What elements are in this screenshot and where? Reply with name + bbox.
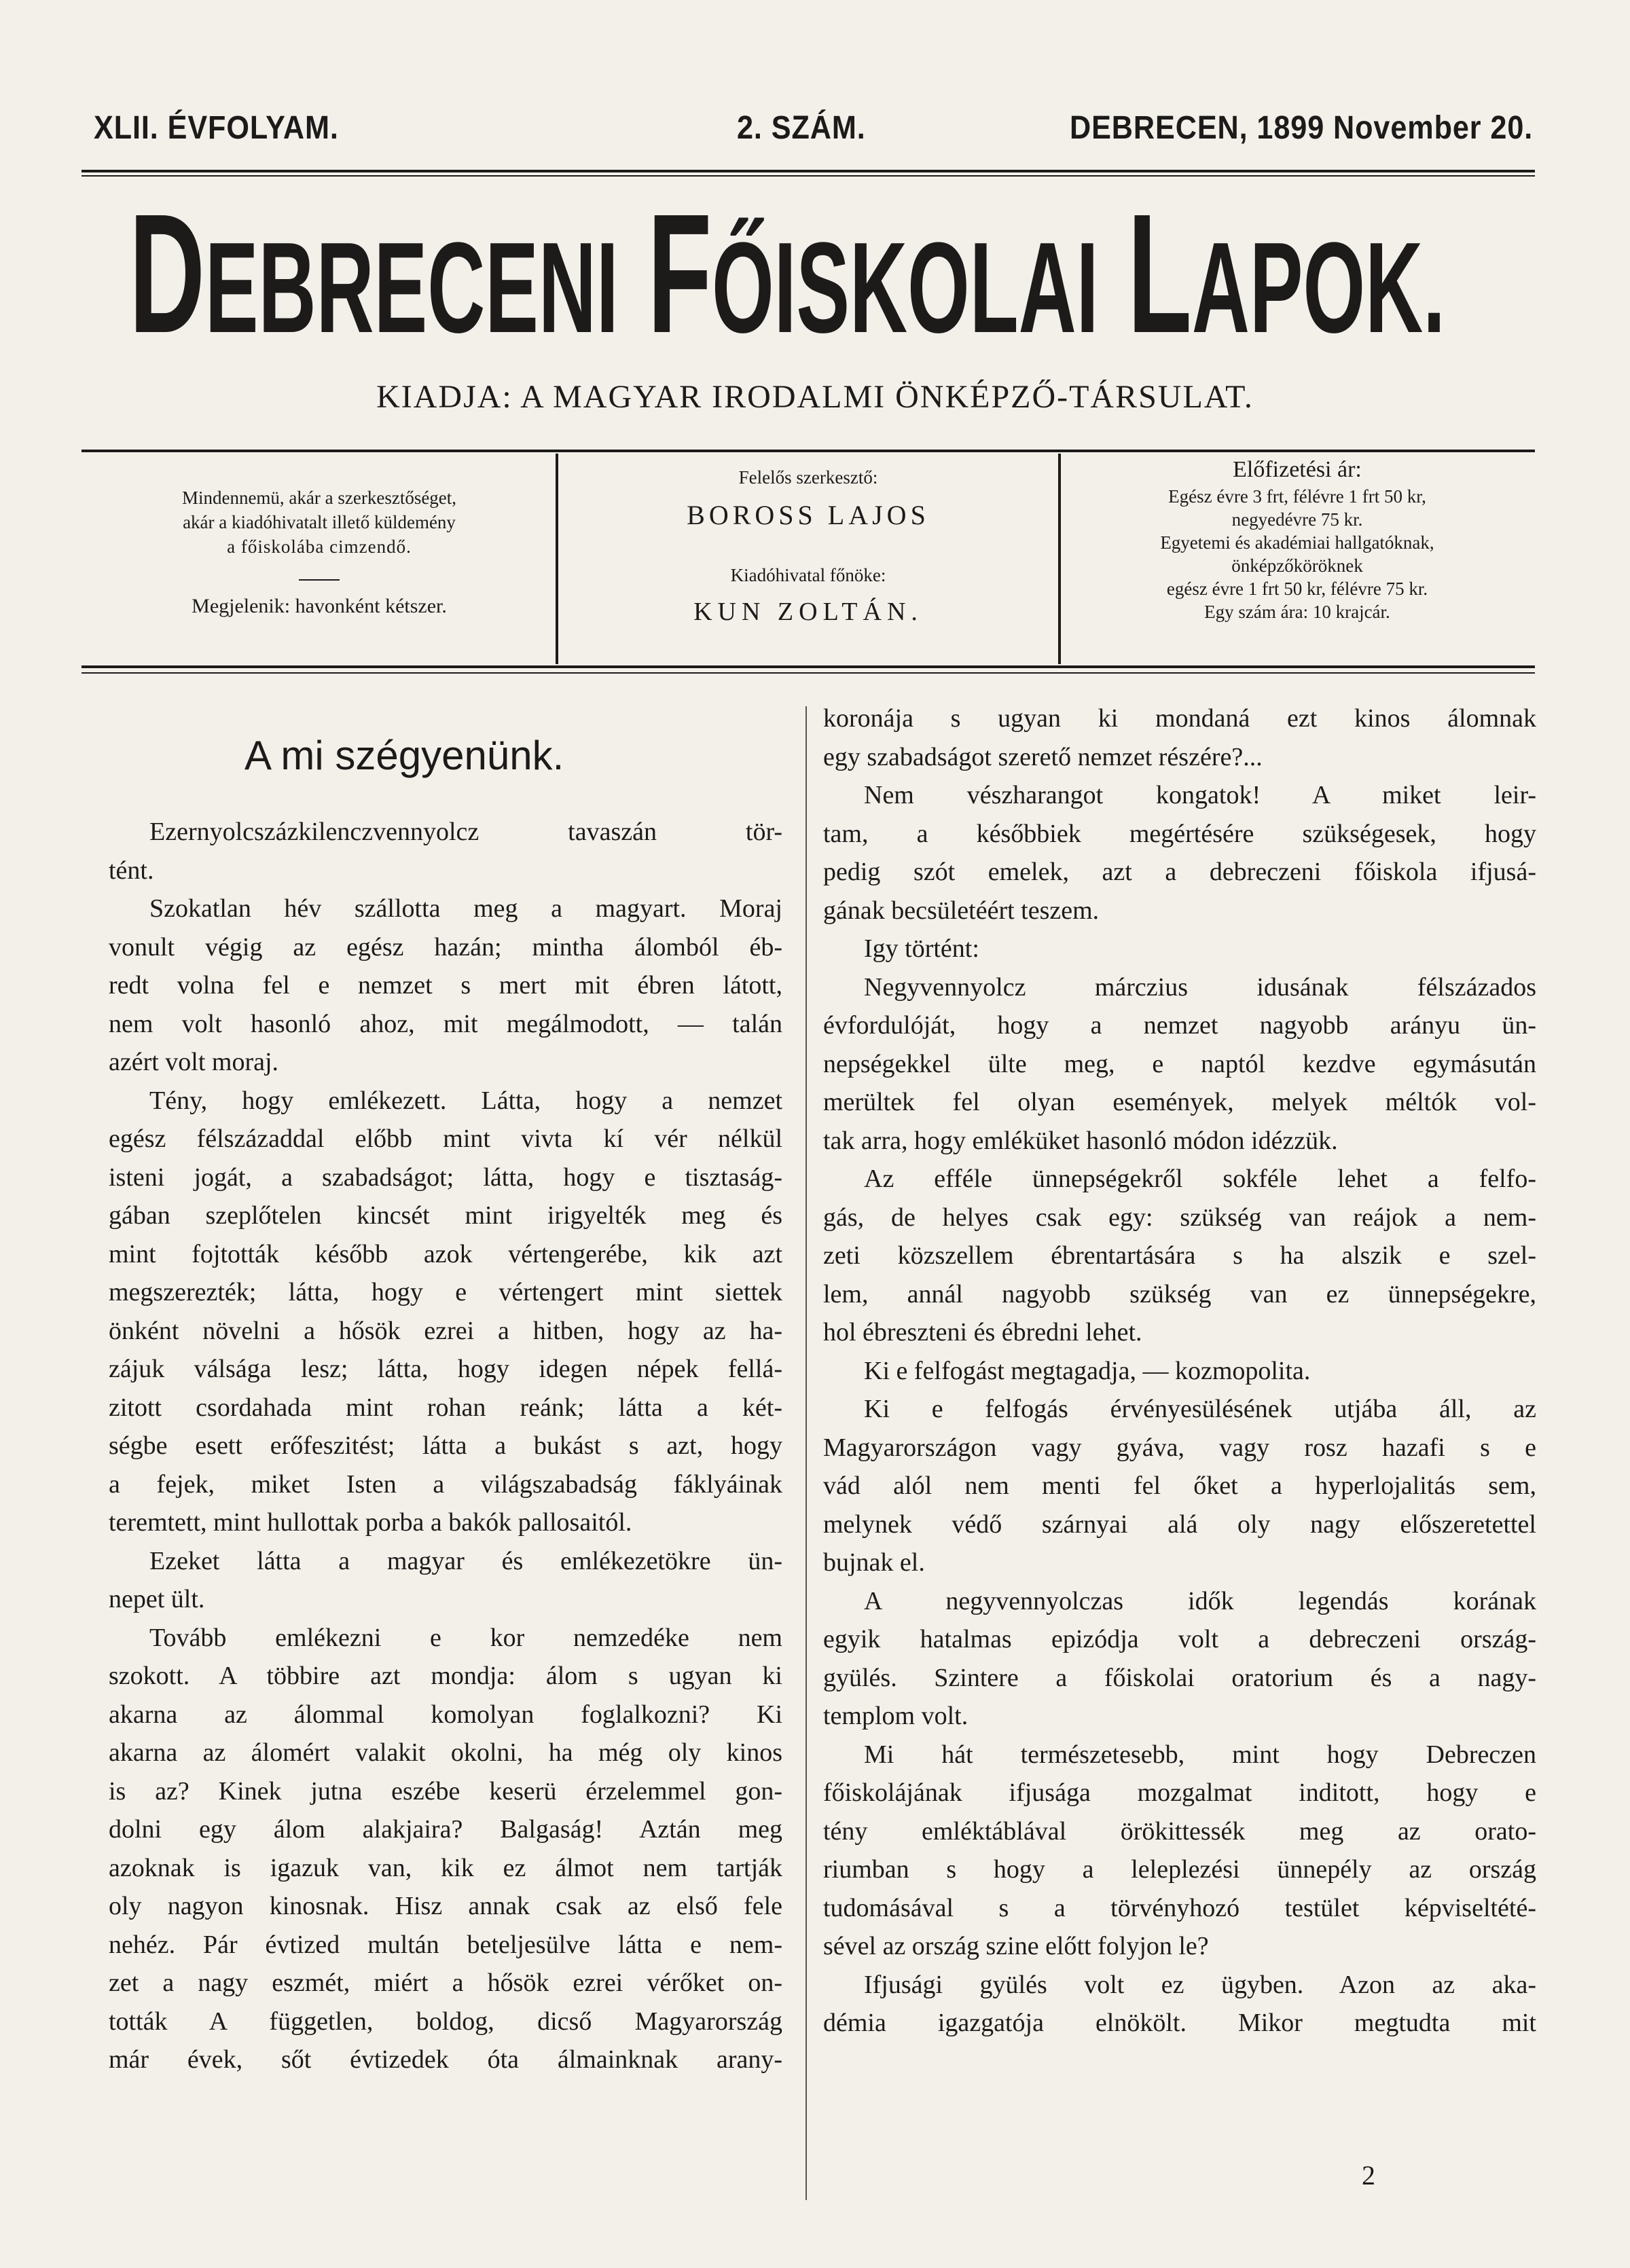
text-line: gás, de helyes csak egy: szükség van reájok a nem- <box>823 1203 1536 1232</box>
masthead-w2-first: F <box>647 179 712 368</box>
place-date: DEBRECEN, 1899 November 20. <box>1070 110 1534 146</box>
masthead <box>102 179 1521 368</box>
text-line: Negyvennyolcz márczius idusának félszázados <box>864 972 1536 1002</box>
text-line: pedig szót emelek, azt a debreczeni főiskola ifjusá- <box>823 858 1536 886</box>
article-right-column <box>823 699 1536 2043</box>
text-line: hol ébreszteni és ébredni lehet. <box>823 1318 1142 1347</box>
masthead-w3-rest: APOK. <box>1191 216 1445 360</box>
column-divider <box>805 706 807 2200</box>
text-line: Ezeket látta a magyar és emlékezetökre ün- <box>149 1546 782 1575</box>
text-line: templom volt. <box>823 1702 968 1730</box>
text-line: egész félszázaddal előbb mint vivta kí vér nélkül <box>109 1124 782 1153</box>
text-line: főiskolájának ifjusága mozgalmat inditott, hogy e <box>823 1778 1536 1807</box>
text-line: akarna az álommal komolyan foglalkozni? Ki <box>109 1700 782 1729</box>
text-line: már évek, sőt évtizedek óta álmainknak arany- <box>109 2045 782 2074</box>
text-line: démia igazgatója elnökölt. Mikor megtudta mit <box>823 2009 1536 2037</box>
text-line: Ki e felfogás érvényesülésének utjába áll, az <box>864 1395 1536 1423</box>
text-line: mint fojtották később azok vértengerébe, kik azt <box>109 1239 782 1268</box>
text-line: tént. <box>109 856 154 885</box>
masthead-w2-rest: ŐISKOLAI <box>712 216 1099 360</box>
text-line: azért volt moraj. <box>109 1048 279 1076</box>
text-line: egy szabadságot szerető nemzet részére?... <box>823 742 1263 771</box>
infobox-left-line3: a főiskolába cimzendő. <box>227 536 412 557</box>
volume-label: XLII. ÉVFOLYAM. <box>94 110 339 146</box>
text-line: Tovább emlékezni e kor nemzedéke nem <box>149 1623 782 1652</box>
text-line: oly nagyon kinosnak. Hisz annak csak az első fele <box>109 1892 782 1920</box>
text-line: Ki e felfogást megtagadja, — kozmopolita. <box>864 1356 1311 1385</box>
infobox-top-rule <box>82 450 1535 452</box>
infobox-left-line1: Mindennemü, akár a szerkesztőséget, <box>181 488 457 508</box>
text-line: zájuk válsága lesz; látta, hogy idegen népek fellá- <box>109 1355 782 1383</box>
text-line: Az efféle ünnepségekről sokféle lehet a felfo- <box>864 1165 1536 1193</box>
text-line: önként növelni a hősök ezrei a hitben, hogy az ha- <box>109 1316 782 1345</box>
subscription-title: Előfizetési ár: <box>1233 457 1362 482</box>
infobox-center <box>564 465 1053 631</box>
masthead-w3-first: L <box>1127 179 1192 368</box>
text-line: isteni jogát, a szabadságot; látta, hogy e tisztaság- <box>109 1163 782 1192</box>
office-label: Kiadóhivatal főnöke: <box>730 565 886 585</box>
publisher-subtitle: KIADJA: A MAGYAR IRODALMI ÖNKÉPZŐ-TÁRSULAT. <box>376 379 1254 415</box>
text-line: Igy történt: <box>864 934 979 963</box>
text-line: is az? Kinek jutna eszébe keserü érzelemmel gon- <box>109 1776 782 1806</box>
text-line: tak arra, hogy emléküket hasonló módon idézzük. <box>823 1126 1338 1155</box>
text-line: melynek védő szárnyai alá oly nagy előszeretettel <box>823 1510 1536 1539</box>
infobox-left <box>95 486 543 619</box>
text-line: nepet ült. <box>109 1585 205 1613</box>
subscription-line4: Egyetemi és akadémiai hallgatóknak, <box>1160 532 1434 553</box>
text-line: Magyarországon vagy gyáva, vagy rosz hazafi s e <box>823 1433 1536 1462</box>
text-line: vonult végig az egész hazán; mintha álomból éb- <box>109 932 782 962</box>
text-line: gyülés. Szintere a főiskolai oratorium és a nagy- <box>823 1663 1536 1692</box>
text-line: vád alól nem menti fel őket a hyperlojalitás sem, <box>823 1471 1536 1500</box>
infobox-bottom-rule-thin <box>82 672 1535 674</box>
text-line: Tény, hogy emlékezett. Látta, hogy a nemzet <box>149 1086 782 1115</box>
text-line: szokott. A többire azt mondja: álom s ugyan ki <box>109 1662 782 1690</box>
infobox-bottom-rule <box>82 665 1535 668</box>
text-line: nepségekkel ülte meg, e naptól kezdve egymásután <box>823 1049 1536 1078</box>
text-line: zet a nagy eszmét, miért a hősök ezrei vérőket on- <box>109 1969 782 1997</box>
masthead-w1-rest: EBRECENI <box>204 216 619 360</box>
office-name: KUN ZOLTÁN. <box>693 598 923 626</box>
editor-name: BOROSS LAJOS <box>687 500 930 530</box>
issue-label: 2. SZÁM. <box>737 110 866 146</box>
subscription-line6: egész évre 1 frt 50 kr, félévre 75 kr. <box>1166 579 1428 599</box>
text-line: teremtett, mint hullottak porba a bakók pallosaitól. <box>109 1508 632 1537</box>
text-line: sével az ország szine előtt folyjon le? <box>823 1932 1209 1960</box>
subscription-line2: Egész évre 3 frt, félévre 1 frt 50 kr, <box>1168 486 1426 507</box>
subscription-line7: Egy szám ára: 10 krajcár. <box>1204 602 1390 622</box>
text-line: zeti közszellem ébrentartására s ha alszik e szel- <box>823 1241 1536 1270</box>
infobox-left-line2: akár a kiadóhivatalt illető küldemény <box>183 512 456 532</box>
text-line: merültek fel olyan események, melyek méltók vol- <box>823 1088 1536 1116</box>
subscription-line5: önképzőköröknek <box>1231 555 1363 576</box>
infobox-right <box>1066 455 1528 623</box>
article-title: A mi szégyenünk. <box>244 733 564 778</box>
text-line: akarna az álomért valakit okolni, ha még oly kinos <box>109 1738 782 1767</box>
text-line: redt volna fel e nemzet s mert mit ébren látott, <box>109 971 782 1000</box>
text-line: nehéz. Pár évtized multán beteljesülve látta e nem- <box>109 1930 782 1959</box>
text-line: egyik hatalmas epizódja volt a debreczeni ország- <box>823 1625 1536 1653</box>
editor-label: Felelős szerkesztő: <box>738 467 878 488</box>
text-line: koronája s ugyan ki mondaná ezt kinos álomnak <box>823 704 1536 733</box>
header-rule-thin <box>82 175 1535 177</box>
infobox-left-separator <box>299 579 340 581</box>
header-rule <box>82 170 1535 172</box>
infobox-divider-left <box>556 454 558 664</box>
text-line: dolni egy álom alakjaira? Balgaság! Aztán meg <box>109 1815 782 1844</box>
text-line: tudomásával s a törvényhozó testület képviseltété- <box>823 1893 1536 1922</box>
text-line: tény emléktáblával örökittessék meg az orato- <box>823 1816 1536 1846</box>
text-line: gának becsületéért teszem. <box>823 896 1100 925</box>
text-line: bujnak el. <box>823 1548 925 1577</box>
text-line: gában szeplőtelen kincsét mint irigyelték meg és <box>109 1201 782 1230</box>
text-line: Mi hát természetesebb, mint hogy Debreczen <box>864 1740 1536 1769</box>
text-line: zitott csordahada mint rohan reánk; látta a két- <box>109 1393 782 1422</box>
infobox-left-line4: Megjelenik: havonként kétszer. <box>192 595 447 617</box>
text-line: Nem vészharangot kongatok! A miket leir- <box>864 781 1536 809</box>
text-line: nem volt hasonló ahoz, mit megálmodott, — talán <box>109 1009 782 1038</box>
text-line: ségbe esett erőfeszitést; látta a bukást s azt, hogy <box>109 1431 782 1460</box>
text-line: megszerezték; látta, hogy e vértengert mint siettek <box>109 1278 782 1306</box>
text-line: tották A független, boldog, dicső Magyarország <box>109 2007 782 2036</box>
masthead-w1-first: D <box>129 179 205 368</box>
article-left-column <box>109 813 782 2079</box>
infobox-divider-right <box>1058 454 1061 664</box>
text-line: azoknak is igazuk van, kik ez álmot nem tartják <box>109 1853 782 1882</box>
text-line: Ezernyolcszázkilenczvennyolcz tavaszán tör- <box>149 818 782 846</box>
text-line: tam, a későbbiek megértésére szükségesek, hogy <box>823 819 1536 848</box>
page-number: 2 <box>1362 2160 1375 2191</box>
subscription-line3: negyedévre 75 kr. <box>1231 509 1363 530</box>
text-line: A negyvennyolczas idők legendás korának <box>864 1586 1536 1615</box>
text-line: lem, annál nagyobb szükség van ez ünnepségekre, <box>823 1279 1536 1309</box>
text-line: évfordulóját, hogy a nemzet nagyobb arányu ün- <box>823 1011 1536 1040</box>
text-line: Ifjusági gyülés volt ez ügyben. Azon az aka- <box>864 1970 1536 1999</box>
text-line: riumban s hogy a leleplezési ünnepély az ország <box>823 1855 1536 1884</box>
text-line: Szokatlan hév szállotta meg a magyart. Moraj <box>149 894 782 923</box>
text-line: a fejek, miket Isten a világszabadság fáklyáinak <box>109 1469 782 1499</box>
